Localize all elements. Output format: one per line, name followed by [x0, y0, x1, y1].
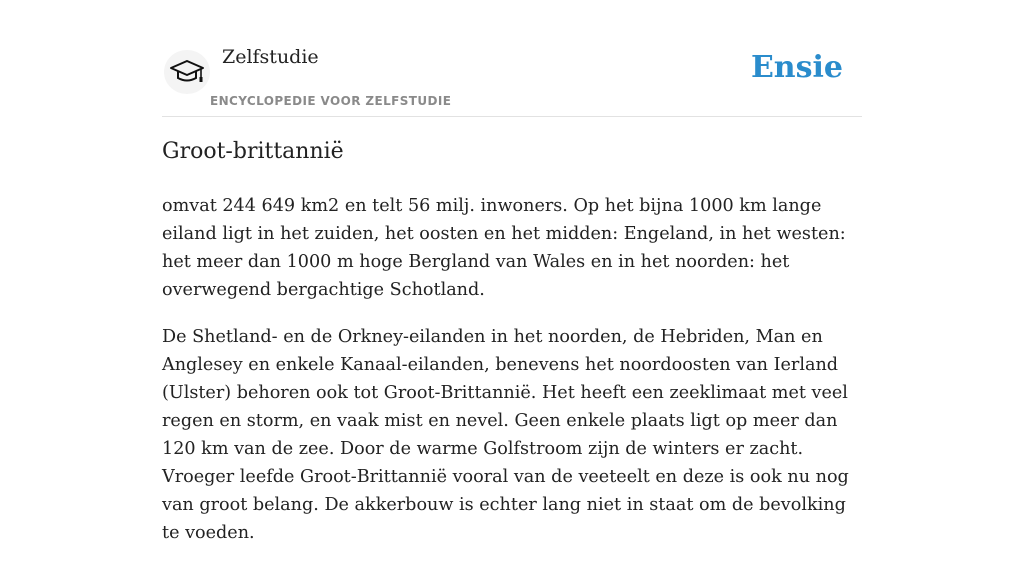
article-paragraph: omvat 244 649 km2 en telt 56 milj. inwoners. Op het bijna 1000 km lange eiland ligt in het zuiden, het oosten en het midden: Engeland, in het westen: het meer dan 1000 m hoge Bergland van Wales en in het noorden: het overwegend bergachtige Schotland. [162, 196, 846, 300]
site-title[interactable]: Zelfstudie [222, 46, 319, 68]
brand-logo[interactable]: Ensie [750, 50, 843, 85]
graduation-cap-icon [168, 56, 206, 88]
site-subtitle: ENCYCLOPEDIE VOOR ZELFSTUDIE [210, 94, 452, 108]
site-logo[interactable] [164, 50, 210, 94]
site-header [162, 38, 862, 117]
article-body [162, 192, 862, 566]
article-paragraph: De Shetland- en de Orkney-eilanden in het noorden, de Hebriden, Man en Anglesey en enkele Kanaal-eilanden, benevens het noordoosten van Ierland (Ulster) behoren ook tot Groot-Brittannië. Het heeft een zeeklimaat met veel regen en storm, en vaak mist en nevel. Geen enkele plaats ligt op meer dan 120 km van de zee. Door de warme Golfstroom zijn de winters er zacht. Vroeger leefde Groot-Brittannië vooral van de veeteelt en deze is ook nu nog van groot belang. De akkerbouw is echter lang niet in staat om de bevolking te voeden. [162, 327, 849, 543]
article-title: Groot-brittannië [162, 139, 344, 164]
